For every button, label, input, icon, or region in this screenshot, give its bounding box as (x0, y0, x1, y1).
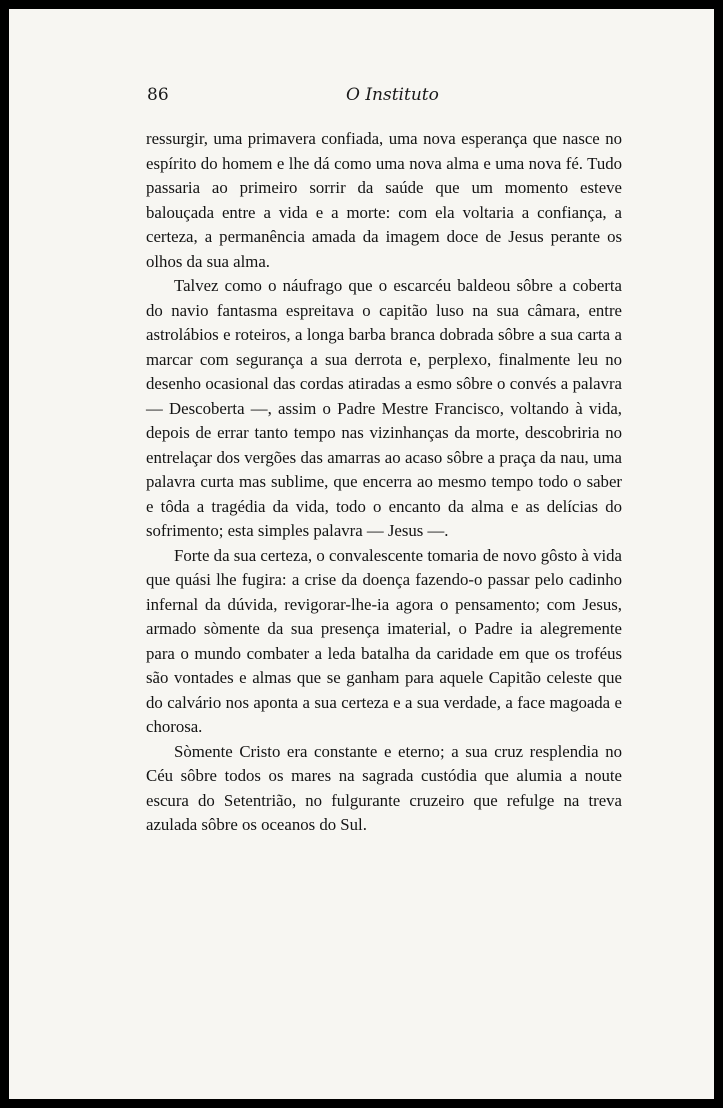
paragraph: Sòmente Cristo era constante e eterno; a sua cruz resplendia no Céu sôbre todos os mares na sagrada custódia que alumia a noute escura do Setentrião, no fulgurante cruzeiro que refulge na treva azulada sôbre os oceanos do Sul. (146, 741, 622, 834)
paragraph: Talvez como o náufrago que o escarcéu baldeou sôbre a coberta do navio fantasma espreitava o capitão luso na sua câmara, entre astrolábios e roteiros, a longa barba branca dobrada sôbre a sua carta a marcar com segurança a sua derrota e, perplexo, finalmente leu no desenho ocasional das cordas atiradas a esmo sôbre o convés a palavra — Descoberta —, assim o Padre Mestre Francisco, voltando à vida, depois de errar tanto tempo nas vizinhanças da morte, descobriria no entrelaçar dos vergões das amarras ao acaso sôbre a praça da nau, uma palavra curta mas sublime, que encerra ao mesmo tempo todo o saber e tôda a tragédia da vida, todo o encanto da alma e as delícias do sofrimento; esta simples palavra — Jesus —. (146, 276, 622, 540)
page-number: 86 (147, 85, 169, 105)
paragraph: ressurgir, uma primavera confiada, uma nova esperança que nasce no espírito do homem e lhe dá como uma nova alma e uma nova fé. Tudo passaria ao primeiro sorrir da saúde que um momento esteve balouçada entre a vida e a morte: com ela voltaria a confiança, a certeza, a permanência amada da imagem doce de Jesus perante os olhos da sua alma. (146, 129, 622, 271)
book-page (9, 9, 714, 1099)
running-title: O Instituto (346, 85, 439, 105)
page-header (147, 85, 627, 111)
body-text (146, 127, 622, 838)
paragraph: Forte da sua certeza, o convalescente tomaria de novo gôsto à vida que quási lhe fugira: a crise da doença fazendo-o passar pelo cadinho infernal da dúvida, revigorar-lhe-ia agora o pensamento; com Jesus, armado sòmente da sua presença imaterial, o Padre ia alegremente para o mundo combater a leda batalha da caridade em que os troféus são vontades e almas que se ganham para aquele Capitão celeste que do calvário nos aponta a sua certeza e a sua verdade, a face magoada e chorosa. (146, 545, 622, 736)
